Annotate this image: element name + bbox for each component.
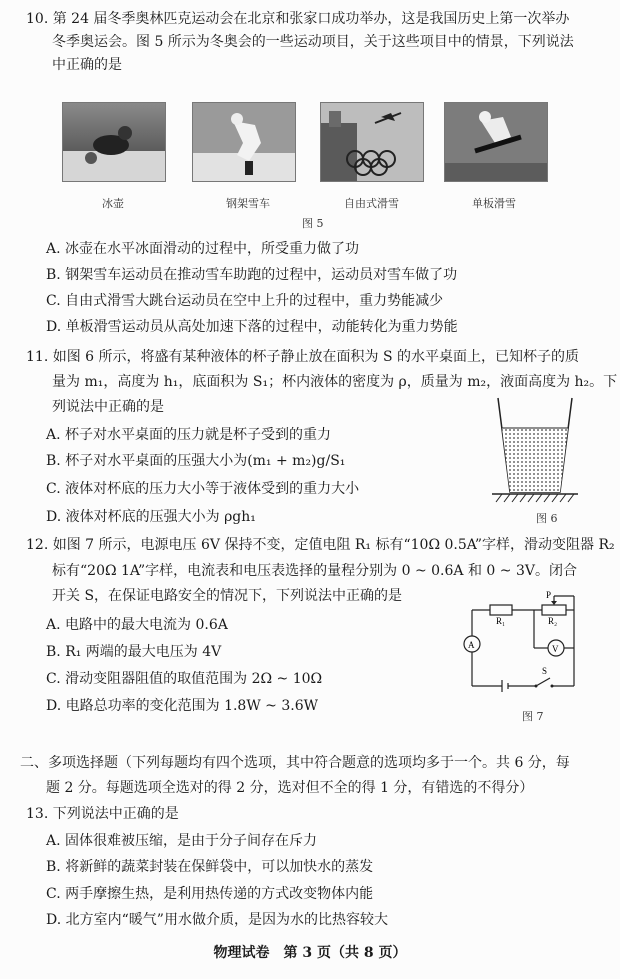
skeleton-photo	[192, 102, 296, 182]
q10-stem-line3: 中正确的是	[52, 57, 122, 73]
figure-7-circuit-diagram	[462, 588, 580, 700]
label-p: P	[546, 590, 552, 600]
voltmeter-v: V	[552, 644, 559, 654]
q10-stem-line1: 10. 第 24 届冬季奥林匹克运动会在北京和张家口成功举办，这是我国历史上第一次举办	[26, 11, 570, 27]
curling-photo	[62, 102, 166, 182]
q11-option-c: C. 液体对杯底的压力大小等于液体受到的重力大小	[46, 481, 360, 497]
label-s: S	[542, 666, 548, 676]
figure-7-label: 图 7	[522, 710, 544, 723]
q11-stem-line1: 11. 如图 6 所示，将盛有某种液体的杯子静止放在面积为 S 的水平桌面上，已知杯子的质	[26, 349, 580, 365]
section2-line2: 题 2 分。每题选项全选对的得 2 分，选对但不全的得 1 分，有错选的不得分）	[46, 780, 534, 796]
q10-option-c: C. 自由式滑雪大跳台运动员在空中上升的过程中，重力势能减少	[46, 293, 444, 309]
q10-option-b: B. 钢架雪车运动员在推动雪车助跑的过程中，运动员对雪车做了功	[46, 267, 458, 283]
freestyle-ski-photo	[320, 102, 424, 182]
q12-option-d: D. 电路总功率的变化范围为 1.8W ~ 3.6W	[46, 698, 319, 714]
q11-option-d: D. 液体对杯底的压强大小为 ρgh₁	[46, 509, 256, 525]
q13-stem: 13. 下列说法中正确的是	[26, 806, 179, 822]
caption-skeleton: 钢架雪车	[226, 197, 270, 210]
q11-stem-line3: 列说法中正确的是	[52, 399, 164, 415]
q10-stem-line2: 冬季奥运会。图 5 所示为冬奥会的一些运动项目，关于这些项目中的情景，下列说法	[52, 34, 574, 50]
ammeter-a: A	[468, 640, 475, 650]
figure-6-cup-diagram	[492, 396, 578, 508]
section2-line1: 二、多项选择题（下列每题均有四个选项，其中符合题意的选项均多于一个。共 6 分，每	[20, 755, 570, 771]
q12-option-a: A. 电路中的最大电流为 0.6A	[46, 617, 228, 633]
q10-option-a: A. 冰壶在水平冰面滑动的过程中，所受重力做了功	[46, 241, 360, 257]
q12-stem-line3: 开关 S，在保证电路安全的情况下，下列说法中正确的是	[52, 588, 403, 604]
q13-option-c: C. 两手摩擦生热，是利用热传递的方式改变物体内能	[46, 886, 374, 902]
caption-freestyle: 自由式滑雪	[344, 197, 399, 210]
q11-option-b: B. 杯子对水平桌面的压强大小为(m₁ + m₂)g/S₁	[46, 453, 346, 469]
q12-stem-line1: 12. 如图 7 所示，电源电压 6V 保持不变，定值电阻 R₁ 标有“10Ω 0.5A”字样，滑动变阻器 R₂	[26, 537, 615, 553]
q13-option-d: D. 北方室内“暖气”用水做介质，是因为水的比热容较大	[46, 912, 388, 928]
caption-snowboard: 单板滑雪	[472, 197, 516, 210]
q13-option-a: A. 固体很难被压缩，是由于分子间存在斥力	[46, 833, 318, 849]
q10-option-d: D. 单板滑雪运动员从高处加速下落的过程中，动能转化为重力势能	[46, 319, 458, 335]
label-r2: R₂	[548, 616, 558, 626]
q12-option-b: B. R₁ 两端的最大电压为 4V	[46, 644, 222, 660]
q11-option-a: A. 杯子对水平桌面的压力就是杯子受到的重力	[46, 427, 332, 443]
q12-option-c: C. 滑动变阻器阻值的取值范围为 2Ω ~ 10Ω	[46, 671, 323, 687]
q12-stem-line2: 标有“20Ω 1A”字样，电流表和电压表选择的量程分别为 0 ~ 0.6A 和 0 ~ 3V。闭合	[52, 563, 577, 579]
snowboard-photo	[444, 102, 548, 182]
q13-option-b: B. 将新鲜的蔬菜封装在保鲜袋中，可以加快水的蒸发	[46, 859, 374, 875]
caption-curling: 冰壶	[102, 197, 124, 210]
figure-5-photos	[62, 102, 562, 182]
figure-5-label: 图 5	[302, 217, 324, 230]
figure-6-label: 图 6	[536, 512, 558, 525]
q11-stem-line2: 量为 m₁，高度为 h₁，底面积为 S₁；杯内液体的密度为 ρ，质量为 m₂，液面高度为 h₂。下	[52, 374, 618, 390]
label-r1: R₁	[496, 616, 506, 626]
page-footer: 物理试卷 第 3 页（共 8 页）	[213, 945, 407, 961]
